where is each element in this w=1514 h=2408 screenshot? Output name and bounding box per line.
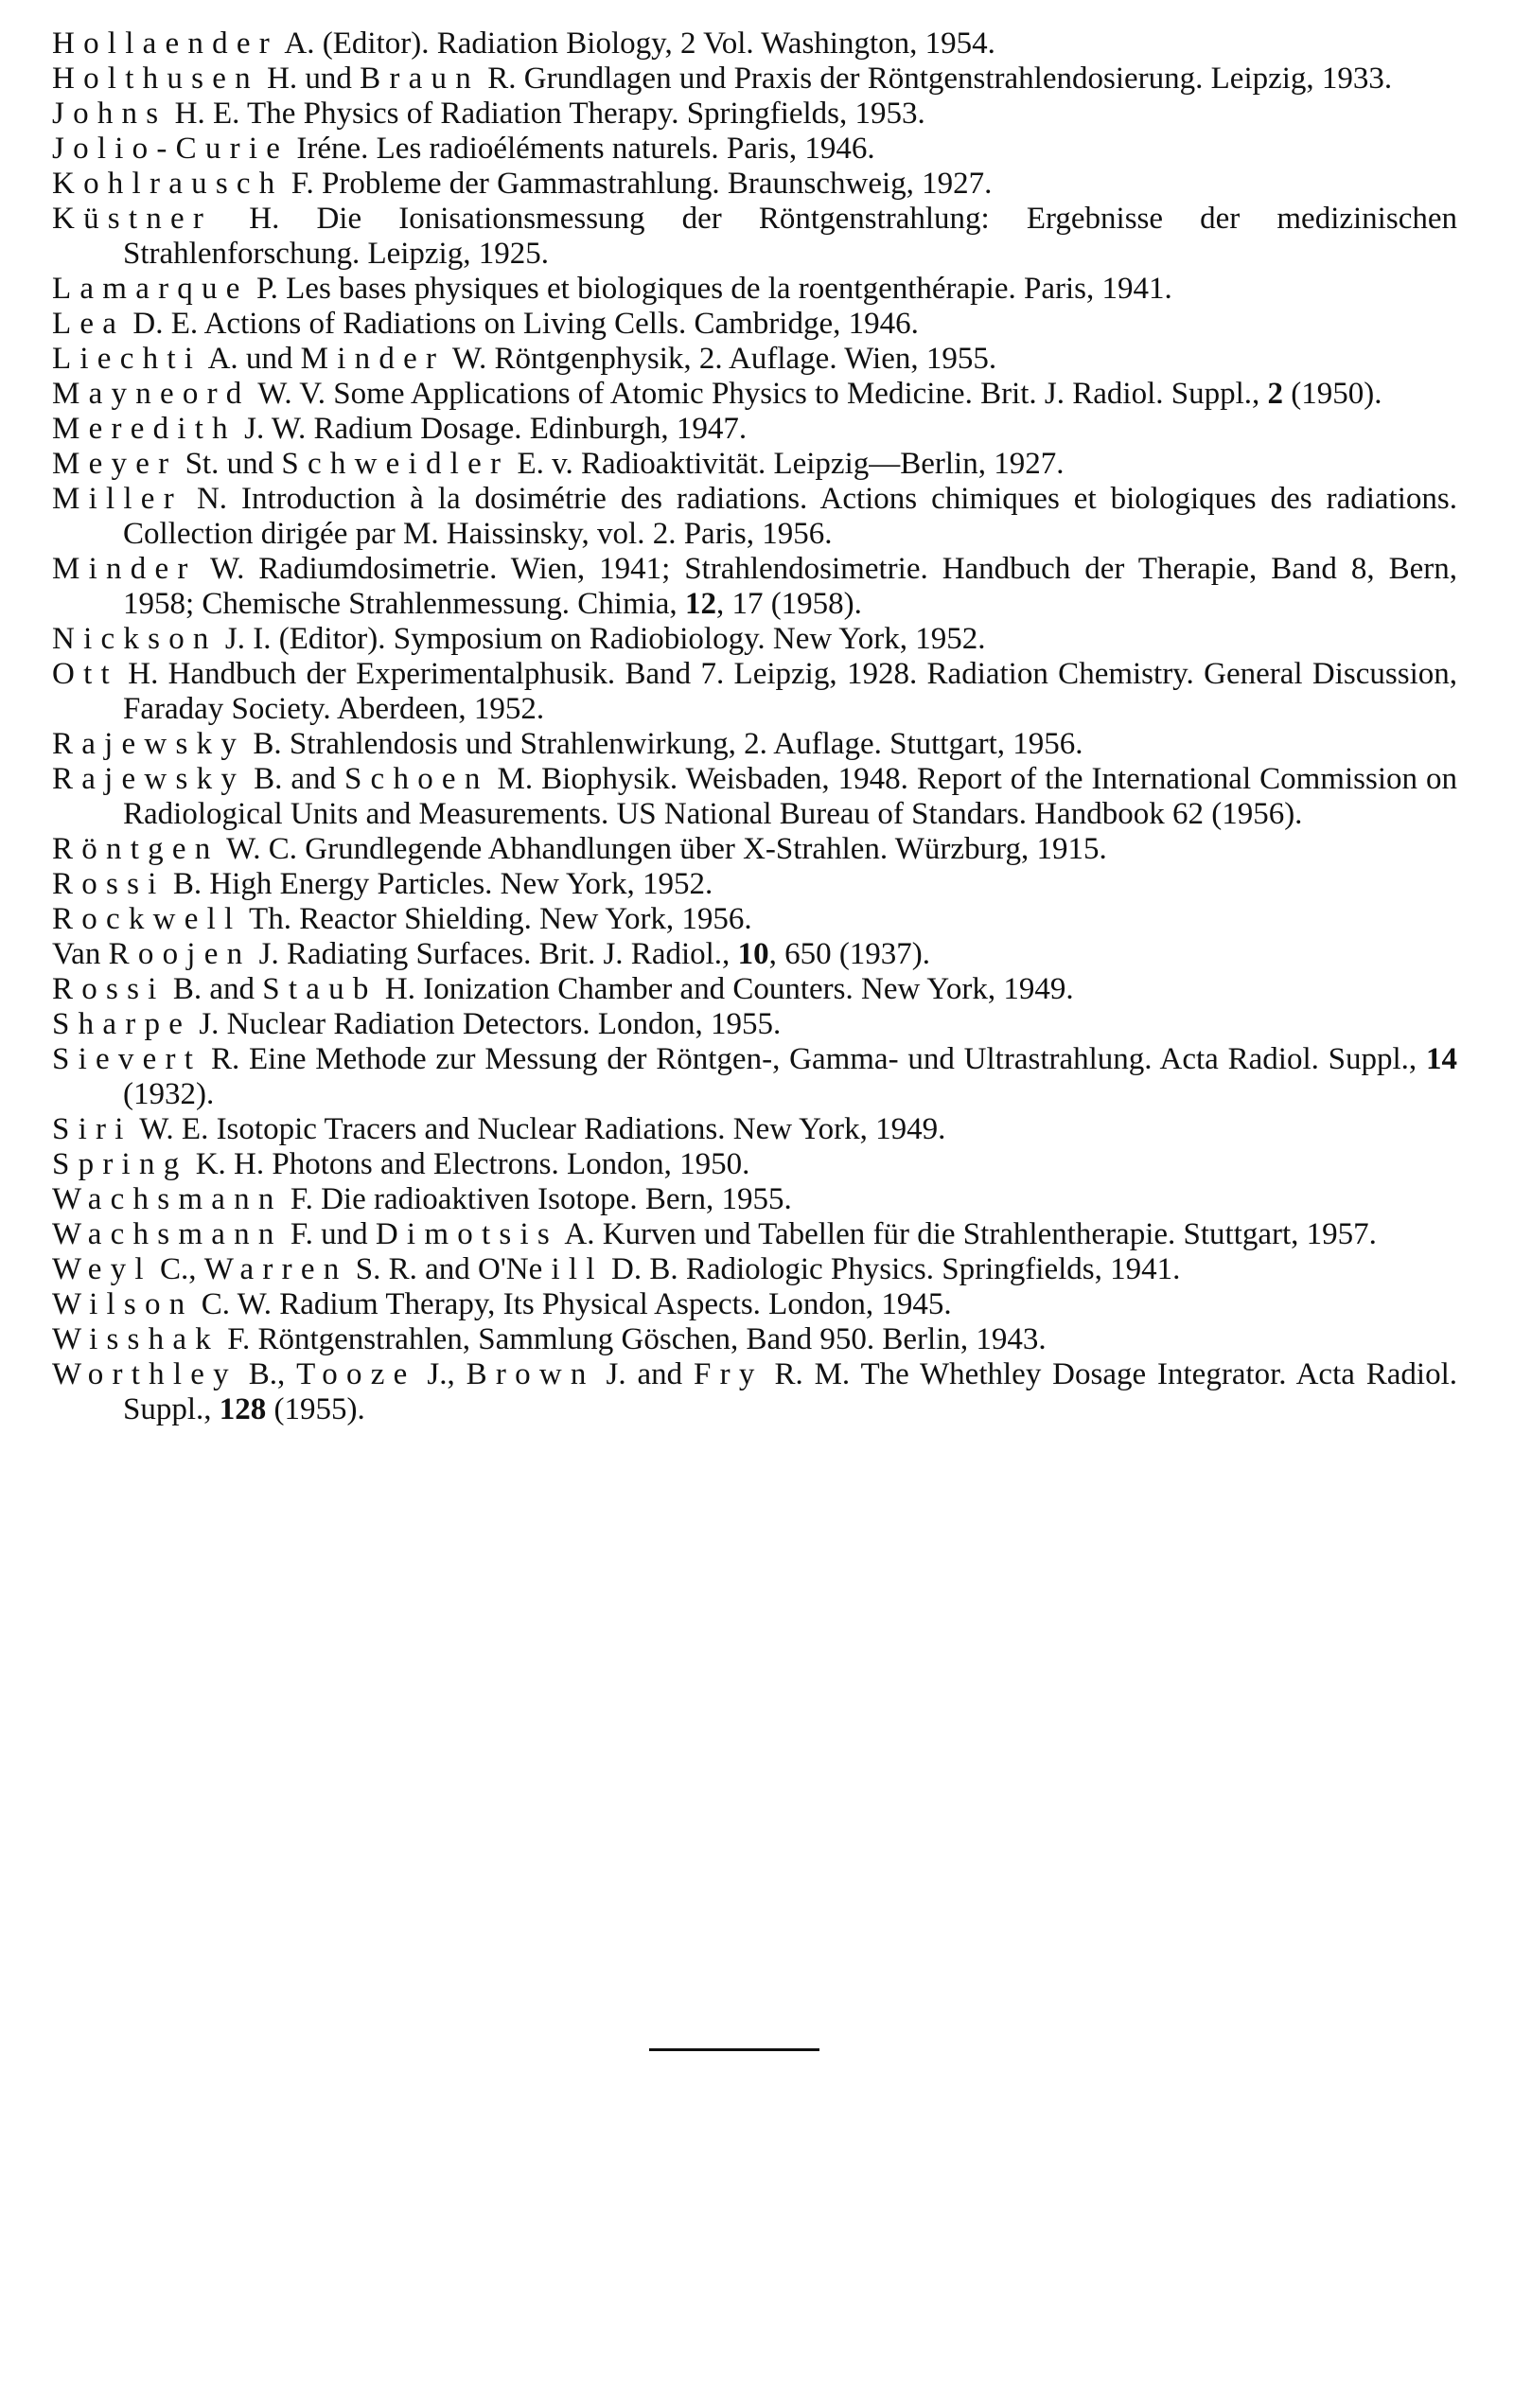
author-name: Meredith xyxy=(52,412,237,446)
reference-entry xyxy=(52,342,1457,377)
author-name: Küstner xyxy=(52,202,213,236)
author-name: Brown xyxy=(466,1357,595,1391)
reference-text: (1950). xyxy=(1283,377,1382,411)
reference-entry xyxy=(52,1042,1457,1112)
author-name: Nickson xyxy=(52,622,218,656)
volume-number: 2 xyxy=(1267,377,1284,411)
reference-entry xyxy=(52,27,1457,62)
reference-entry xyxy=(52,412,1457,447)
reference-text: Iréne. Les radioéléments naturels. Paris, 1946. xyxy=(289,132,875,166)
author-name: Fry xyxy=(694,1357,764,1391)
reference-entry xyxy=(52,307,1457,342)
author-name: Rossi xyxy=(52,972,166,1006)
author-name: Dimotsis xyxy=(375,1217,558,1251)
author-name: Warren xyxy=(203,1252,348,1286)
reference-text: B. High Energy Particles. New York, 1952. xyxy=(165,867,713,901)
reference-entry xyxy=(52,97,1457,132)
reference-text: H. Die Ionisationsmessung der Röntgenstrahlung: Ergebnisse der medizinischen Strahlenforschung. Leipzig, 1925. xyxy=(123,202,1457,271)
reference-text: (1932). xyxy=(123,1077,215,1111)
reference-entry xyxy=(52,62,1457,97)
author-name: Staub xyxy=(262,972,378,1006)
author-name: Rossi xyxy=(52,867,166,901)
reference-entry xyxy=(52,832,1457,867)
reference-list xyxy=(52,27,1457,1427)
reference-text: C. W. Radium Therapy, Its Physical Aspects. London, 1945. xyxy=(193,1287,952,1321)
reference-entry xyxy=(52,1287,1457,1322)
reference-entry xyxy=(52,272,1457,307)
reference-entry xyxy=(52,482,1457,552)
author-name: Lamarque xyxy=(52,272,249,306)
reference-entry xyxy=(52,1147,1457,1182)
reference-entry xyxy=(52,1112,1457,1147)
author-name: Kohlrausch xyxy=(52,167,284,201)
author-name: Minder xyxy=(300,342,446,376)
author-name: Rajewsky xyxy=(52,762,246,796)
reference-text: (1955). xyxy=(266,1392,365,1426)
author-name: Spring xyxy=(52,1147,188,1181)
reference-text: E. v. Radioaktivität. Leipzig—Berlin, 1927. xyxy=(509,447,1065,481)
reference-text: K. H. Photons and Electrons. London, 1950. xyxy=(187,1147,750,1181)
reference-text: F. Probleme der Gammastrahlung. Braunschweig, 1927. xyxy=(283,167,993,201)
reference-text: D. E. Actions of Radiations on Living Cells. Cambridge, 1946. xyxy=(125,307,919,341)
reference-entry xyxy=(52,867,1457,902)
reference-entry xyxy=(52,202,1457,272)
author-name: Braun xyxy=(360,62,481,96)
volume-number: 14 xyxy=(1426,1042,1457,1076)
reference-text: B. and xyxy=(165,972,263,1006)
reference-entry xyxy=(52,972,1457,1007)
reference-text: W. V. Some Applications of Atomic Physics to Medicine. Brit. J. Radiol. Suppl., xyxy=(250,377,1268,411)
reference-text: F. Röntgenstrahlen, Sammlung Göschen, Band 950. Berlin, 1943. xyxy=(220,1322,1047,1356)
author-name: Hollaender xyxy=(52,27,278,61)
author-name: Wachsmann xyxy=(52,1217,283,1251)
author-name: Ott xyxy=(52,657,118,691)
reference-text: H. Handbuch der Experimentalphusik. Band 7. Leipzig, 1928. Radiation Chemistry. General Discussion, Faraday Society. Aberdeen, 1952. xyxy=(117,657,1457,726)
reference-text: B., xyxy=(237,1357,297,1391)
reference-text: J. and xyxy=(594,1357,695,1391)
reference-text: R. Eine Methode zur Messung der Röntgen-, Gamma- und Ultrastrahlung. Acta Radiol. Suppl., xyxy=(202,1042,1426,1076)
reference-entry xyxy=(52,167,1457,202)
reference-entry xyxy=(52,762,1457,832)
reference-text: P. Les bases physiques et biologiques de la roentgenthérapie. Paris, 1941. xyxy=(248,272,1172,306)
author-name: Röntgen xyxy=(52,832,220,866)
reference-text: , 650 (1937). xyxy=(768,937,931,971)
author-name: Wilson xyxy=(52,1287,194,1321)
bibliography-page xyxy=(52,27,1457,1427)
volume-number: 10 xyxy=(737,937,769,971)
reference-text: A. (Editor). Radiation Biology, 2 Vol. Washington, 1954. xyxy=(278,27,995,61)
reference-entry xyxy=(52,1252,1457,1287)
author-name: Jolio-Curie xyxy=(52,132,290,166)
author-name: Johns xyxy=(52,97,167,131)
author-name: Rajewsky xyxy=(52,727,246,761)
reference-entry xyxy=(52,1217,1457,1252)
reference-text: W. Radiumdosimetrie. Wien, 1941; Strahlendosimetrie. Handbuch der Therapie, Band 8, Bern, 1958; Chemische Strahlenmessung. Chimia, xyxy=(123,552,1457,621)
reference-text: Van xyxy=(52,937,109,971)
reference-text: , 17 (1958). xyxy=(715,587,862,621)
author-name: Rockwell xyxy=(52,902,242,936)
reference-entry xyxy=(52,937,1457,972)
reference-text: W. C. Grundlegende Abhandlungen über X-Strahlen. Würzburg, 1915. xyxy=(219,832,1107,866)
reference-text: C., xyxy=(151,1252,204,1286)
reference-text: Th. Reactor Shielding. New York, 1956. xyxy=(241,902,752,936)
reference-text: H. Ionization Chamber and Counters. New York, 1949. xyxy=(377,972,1074,1006)
reference-text: B. and xyxy=(245,762,344,796)
reference-entry xyxy=(52,1322,1457,1357)
reference-text: W. E. Isotopic Tracers and Nuclear Radiations. New York, 1949. xyxy=(132,1112,946,1146)
reference-entry xyxy=(52,657,1457,727)
reference-text: St. und xyxy=(177,447,282,481)
author-name: Liechti xyxy=(52,342,202,376)
author-name: Worthley xyxy=(52,1357,238,1391)
reference-text: R. Grundlagen und Praxis der Röntgenstrahlendosierung. Leipzig, 1933. xyxy=(480,62,1393,96)
author-name: Meyer xyxy=(52,447,178,481)
reference-text: A. und xyxy=(202,342,301,376)
author-name: Weyl xyxy=(52,1252,152,1286)
author-name: Schweidler xyxy=(281,447,510,481)
reference-text: S. R. and O'N xyxy=(347,1252,529,1286)
author-name: Sharpe xyxy=(52,1007,192,1041)
closing-rule xyxy=(649,2048,819,2051)
reference-text: F. Die radioaktiven Isotope. Bern, 1955. xyxy=(282,1182,792,1216)
reference-text: H. E. The Physics of Radiation Therapy. Springfields, 1953. xyxy=(167,97,925,131)
reference-text: W. Röntgenphysik, 2. Auflage. Wien, 1955. xyxy=(445,342,997,376)
author-name: Holthusen xyxy=(52,62,259,96)
reference-text: J. W. Radium Dosage. Edinburgh, 1947. xyxy=(236,412,748,446)
reference-text: D. B. Radiologic Physics. Springfields, 1941. xyxy=(603,1252,1181,1286)
reference-text: H. und xyxy=(258,62,361,96)
reference-entry xyxy=(52,447,1457,482)
reference-text: R. M. The Whethley Dosage Integrator. Acta Radiol. Suppl., xyxy=(123,1357,1458,1426)
reference-entry xyxy=(52,622,1457,657)
reference-entry xyxy=(52,1007,1457,1042)
author-name: Sievert xyxy=(52,1042,202,1076)
author-name: Minder xyxy=(52,552,197,586)
author-name: Wachsmann xyxy=(52,1182,283,1216)
reference-text: J. Nuclear Radiation Detectors. London, 1955. xyxy=(191,1007,782,1041)
author-name: Wisshak xyxy=(52,1322,220,1356)
reference-entry xyxy=(52,132,1457,167)
author-name: Schoen xyxy=(343,762,489,796)
reference-text: J. I. (Editor). Symposium on Radiobiology. New York, 1952. xyxy=(217,622,986,656)
reference-entry xyxy=(52,1357,1457,1427)
reference-entry xyxy=(52,727,1457,762)
reference-entry xyxy=(52,1182,1457,1217)
author-name: Tooze xyxy=(296,1357,416,1391)
volume-number: 12 xyxy=(684,587,716,621)
volume-number: 128 xyxy=(219,1392,267,1426)
reference-entry xyxy=(52,902,1457,937)
reference-text: F. und xyxy=(282,1217,376,1251)
author-name: eill xyxy=(528,1252,604,1286)
author-name: Lea xyxy=(52,307,126,341)
reference-entry xyxy=(52,377,1457,412)
reference-text: A. Kurven und Tabellen für die Strahlentherapie. Stuttgart, 1957. xyxy=(557,1217,1377,1251)
author-name: Roojen xyxy=(108,937,252,971)
reference-entry xyxy=(52,552,1457,622)
reference-text: N. Introduction à la dosimétrie des radiations. Actions chimiques et biologiques des radiations. Collection dirigée par M. Haissinsky, vol. 2. Paris, 1956. xyxy=(123,482,1457,551)
reference-text: M. Biophysik. Weisbaden, 1948. Report of the International Commission on Radiological Units and Measurements. US National Bureau of Standars. Handbook 62 (1956). xyxy=(123,762,1457,831)
reference-text: B. Strahlendosis und Strahlenwirkung, 2. Auflage. Stuttgart, 1956. xyxy=(245,727,1083,761)
reference-text: J. Radiating Surfaces. Brit. J. Radiol., xyxy=(251,937,738,971)
reference-text: J., xyxy=(415,1357,467,1391)
author-name: Miller xyxy=(52,482,183,516)
author-name: Mayneord xyxy=(52,377,251,411)
author-name: Siri xyxy=(52,1112,132,1146)
